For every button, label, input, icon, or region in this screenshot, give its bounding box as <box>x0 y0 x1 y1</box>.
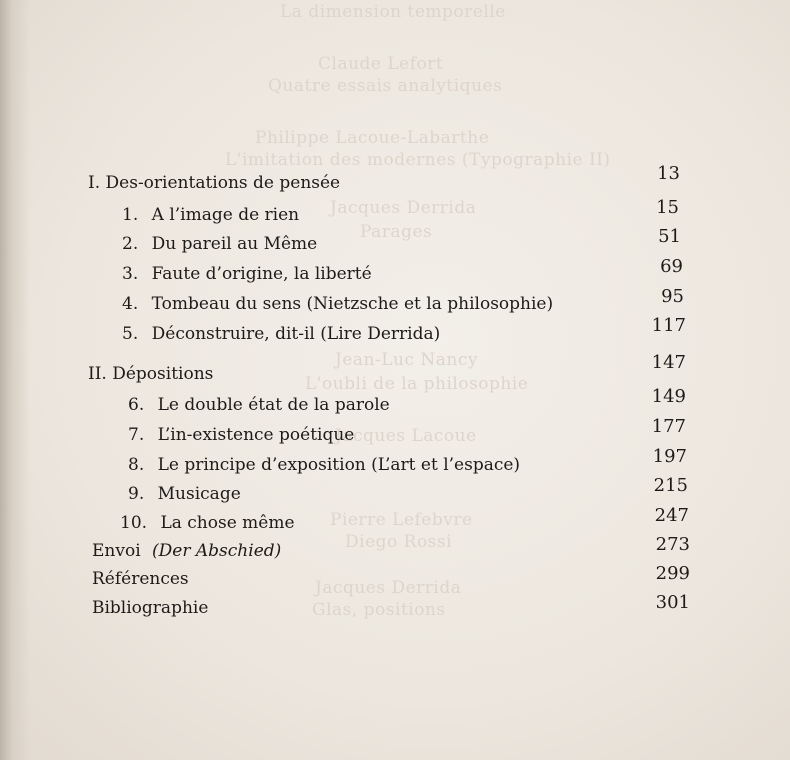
chapter-number: 3. <box>122 264 139 284</box>
toc-chapter-2[interactable] <box>122 234 317 260</box>
chapter-number: 5. <box>122 324 139 344</box>
toc-chapter-5[interactable] <box>122 324 440 350</box>
chapter-number: 8. <box>128 455 145 475</box>
toc-chapter-10[interactable] <box>120 513 295 539</box>
chapter-number: 1. <box>122 205 139 225</box>
back-matter-italic-label: (Der Abschied) <box>152 541 282 561</box>
toc-chapter-9[interactable] <box>128 484 241 510</box>
toc-chapter-8[interactable] <box>128 455 520 481</box>
chapter-number: 2. <box>122 234 139 254</box>
toc-page-number: 273 <box>655 534 690 555</box>
toc-page-number: 51 <box>658 226 681 247</box>
toc-page-number: 299 <box>655 563 690 584</box>
toc-part-1[interactable] <box>88 173 340 199</box>
chapter-title: Tombeau du sens (Nietzsche et la philosophie) <box>151 294 554 314</box>
toc-page-number: 247 <box>654 505 689 526</box>
toc-references[interactable] <box>92 569 189 595</box>
chapter-title: Le double état de la parole <box>157 395 390 415</box>
toc-page-number: 215 <box>653 475 688 496</box>
toc-chapter-1[interactable] <box>122 205 299 231</box>
toc-page-number: 117 <box>651 315 686 336</box>
toc-chapter-7[interactable] <box>128 425 354 451</box>
chapter-title: Le principe d’exposition (L’art et l’espace) <box>157 455 521 475</box>
chapter-number: 4. <box>122 294 139 314</box>
toc-page-number: 149 <box>651 386 686 407</box>
chapter-title: L’in-existence poétique <box>157 425 355 445</box>
chapter-number: 9. <box>128 484 145 504</box>
chapter-number: 6. <box>128 395 145 415</box>
chapter-title: La chose même <box>160 513 295 533</box>
toc-part-2[interactable] <box>88 364 213 390</box>
toc-page-number: 177 <box>651 416 686 437</box>
toc-part-label: II. Dépositions <box>88 364 214 384</box>
toc-page-number: 147 <box>651 352 686 373</box>
toc-page-number: 197 <box>652 446 687 467</box>
chapter-number: 10. <box>120 513 148 533</box>
toc-envoi[interactable] <box>92 541 281 567</box>
chapter-title: Musicage <box>157 484 241 504</box>
toc-chapter-3[interactable] <box>122 264 372 290</box>
back-matter-label: Envoi <box>92 541 141 561</box>
chapter-title: Déconstruire, dit-il (Lire Derrida) <box>151 324 441 344</box>
chapter-title: Du pareil au Même <box>151 234 318 254</box>
toc-chapter-4[interactable] <box>122 294 553 320</box>
chapter-title: Faute d’origine, la liberté <box>151 264 372 284</box>
toc-page-number: 301 <box>655 592 690 613</box>
toc-page-number: 13 <box>657 163 680 184</box>
chapter-number: 7. <box>128 425 145 445</box>
toc-page-number: 69 <box>660 256 683 277</box>
chapter-title: A l’image de rien <box>151 205 300 225</box>
toc-bibliography[interactable] <box>92 598 208 624</box>
show-through: La dimension temporelle Claude Lefort Quatre essais analytiques Philippe Lacoue-Labarthe L'imitation des modernes (Typographie II) Jacques Derrida Parages Jean-Luc Nancy L'oubli de la philosophie Jacques Lacoue Pierre Lefebvre Diego Rossi Jacques Derrida Glas, positions <box>225 2 611 620</box>
back-matter-label: Références <box>92 569 189 589</box>
toc-page-number: 95 <box>661 286 684 307</box>
toc-part-label: I. Des-orientations de pensée <box>88 173 341 193</box>
toc-page-number: 15 <box>656 197 679 218</box>
back-matter-label: Bibliographie <box>92 598 209 618</box>
toc-chapter-6[interactable] <box>128 395 390 421</box>
